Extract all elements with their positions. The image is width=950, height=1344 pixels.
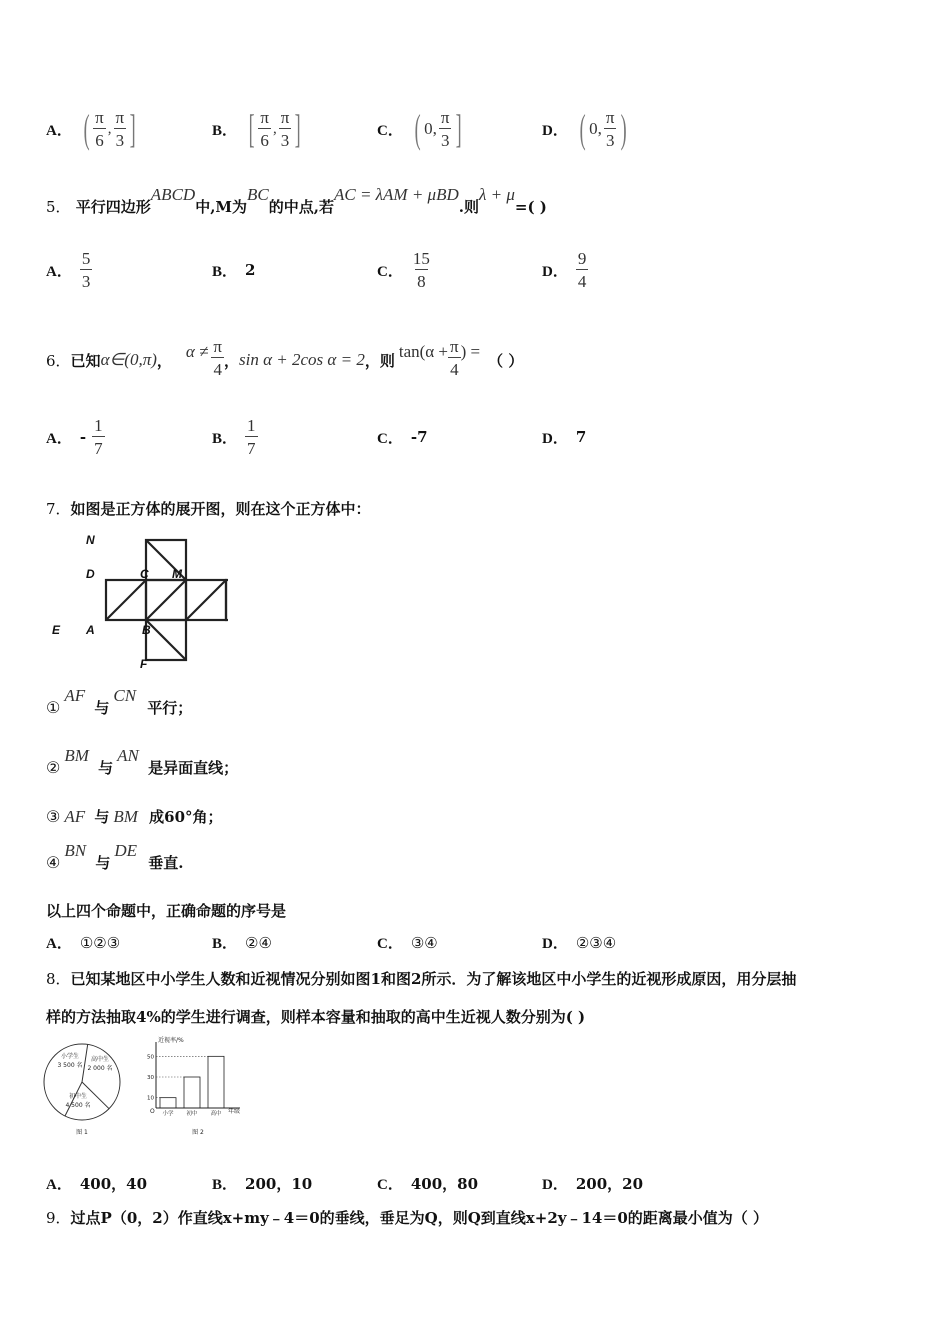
pie-label-senior: 高中生 bbox=[90, 1056, 110, 1063]
q7-statement-1: ①AF 与CN 平行； bbox=[46, 686, 193, 717]
diagonal-af bbox=[146, 620, 186, 660]
pie-caption: 图 1 bbox=[76, 1129, 88, 1136]
interval: ( $\frac{\pi}{6}$ , $\frac{\pi}{3}$ ] bbox=[83, 106, 136, 151]
q5-option-d: D． $\frac{9}{4}$ bbox=[542, 249, 587, 291]
label-m: M bbox=[172, 567, 182, 581]
label-e: E bbox=[52, 623, 61, 637]
pie-count-primary: 3 500 名 bbox=[57, 1062, 83, 1069]
option-label: A． bbox=[46, 122, 72, 139]
interval: ( 0, $\frac{\pi}{3}$ ] bbox=[414, 106, 462, 151]
q7-option-a: A． ①②③ bbox=[46, 933, 121, 952]
q7-option-b: B． ②④ bbox=[212, 933, 272, 952]
label-b: B bbox=[142, 623, 151, 637]
label-f: F bbox=[140, 657, 148, 671]
q7-option-c: C． ③④ bbox=[377, 933, 438, 952]
cube-net-figure bbox=[48, 532, 228, 672]
pie-label-primary: 小学生 bbox=[60, 1053, 80, 1060]
question-8-line-2: 样的方法抽取4%的学生进行调查，则样本容量和抽取的高中生近视人数分别为( ) bbox=[46, 1008, 586, 1026]
net-square-right bbox=[226, 580, 228, 620]
bar-chart-figure-2 bbox=[142, 1034, 254, 1140]
question-number: 5． bbox=[46, 198, 71, 216]
diagonal-de bbox=[106, 580, 146, 620]
q7-conclusion: 以上四个命题中，正确命题的序号是 bbox=[46, 902, 287, 920]
q5-option-a: A． $\frac{5}{3}$ bbox=[46, 249, 91, 291]
bar-category-label: 高中 bbox=[210, 1111, 222, 1117]
q5-option-b: B． 2 bbox=[212, 261, 256, 280]
q8-option-b: B． 200，10 bbox=[212, 1175, 313, 1193]
q7-statement-3: ③ AF 与 BM 成60°角； bbox=[46, 807, 223, 826]
q7-statement-2: ②BM 与AN 是异面直线； bbox=[46, 746, 239, 777]
bar-y-tick-label: 10 bbox=[147, 1095, 154, 1102]
bar-y-tick-label: 30 bbox=[147, 1075, 154, 1081]
pie-count-junior: 4 500 名 bbox=[65, 1102, 91, 1109]
bar-category-label: 初中 bbox=[186, 1111, 198, 1117]
bar-0 bbox=[160, 1098, 176, 1108]
label-n: N bbox=[86, 533, 95, 547]
diagonal-bm bbox=[186, 580, 226, 620]
label-a: A bbox=[86, 623, 95, 637]
question-6-stem: 6． 已知 α∈(0,π) ， α ≠ $\frac{\pi}{4}$ ， sin α + 2cos α = 2 ，则 tan(α + $\frac{\pi}{4}$ ) = （ ） bbox=[46, 337, 524, 379]
question-5-stem: 5． 平行四边形ABCD中,M为BC的中点,若AC = λAM + μBD.则λ + μ=( ) bbox=[46, 185, 547, 216]
bar-chart-ylabel: 近视率/% bbox=[158, 1037, 184, 1044]
bar-chart-origin: O bbox=[150, 1108, 155, 1115]
q6-option-a: A． - $\frac{1}{7}$ bbox=[46, 416, 103, 458]
q4-option-b bbox=[212, 105, 305, 153]
label-d: D bbox=[86, 567, 95, 581]
interval: [ $\frac{\pi}{6}$ , $\frac{\pi}{3}$ ] bbox=[248, 106, 301, 151]
bar-chart-xlabel: 年级 bbox=[228, 1108, 241, 1115]
q4-option-d bbox=[542, 105, 630, 153]
q6-option-c: C． -7 bbox=[377, 428, 428, 447]
q4-option-a bbox=[46, 105, 139, 153]
q6-option-d: D． 7 bbox=[542, 428, 587, 447]
q4-option-c bbox=[377, 105, 465, 153]
q8-option-a: A． 400，40 bbox=[46, 1175, 148, 1193]
bar-category-label: 小学 bbox=[162, 1111, 174, 1117]
interval: ( 0, $\frac{\pi}{3}$ ) bbox=[579, 106, 627, 151]
question-9-stem: 9．过点P（0，2）作直线x+my﹣4＝0的垂线，垂足为Q，则Q到直线x+2y﹣14＝0的距离最小值为（ ） bbox=[46, 1209, 769, 1227]
bar-chart-caption: 图 2 bbox=[192, 1129, 204, 1136]
q6-option-b: B． $\frac{1}{7}$ bbox=[212, 416, 256, 458]
q8-option-c: C． 400，80 bbox=[377, 1175, 479, 1193]
label-c: C bbox=[140, 567, 149, 581]
option-label: C． bbox=[377, 122, 403, 139]
pie-chart-figure-1 bbox=[42, 1036, 126, 1140]
question-7-stem: 7．如图是正方体的展开图，则在这个正方体中： bbox=[46, 500, 371, 518]
pie-label-junior: 初中生 bbox=[68, 1093, 88, 1100]
bar-y-tick-label: 50 bbox=[147, 1054, 154, 1061]
q8-option-d: D． 200，20 bbox=[542, 1175, 644, 1193]
bar-2 bbox=[208, 1056, 224, 1108]
bar-1 bbox=[184, 1077, 200, 1108]
pie-slice-divider bbox=[82, 1044, 88, 1082]
q7-option-d: D． ②③④ bbox=[542, 933, 617, 952]
q7-statement-4: ④BN 与DE 垂直. bbox=[46, 841, 184, 872]
diagonal-ac bbox=[146, 580, 186, 620]
question-8-line-1: 8．已知某地区中小学生人数和近视情况分别如图1和图2所示．为了解该地区中小学生的近视形成原因，用分层抽 bbox=[46, 970, 797, 988]
option-label: B． bbox=[212, 122, 238, 139]
option-label: D． bbox=[542, 122, 568, 139]
q5-option-c: C． $\frac{15}{8}$ bbox=[377, 249, 430, 291]
pie-count-senior: 2 000 名 bbox=[87, 1065, 113, 1072]
